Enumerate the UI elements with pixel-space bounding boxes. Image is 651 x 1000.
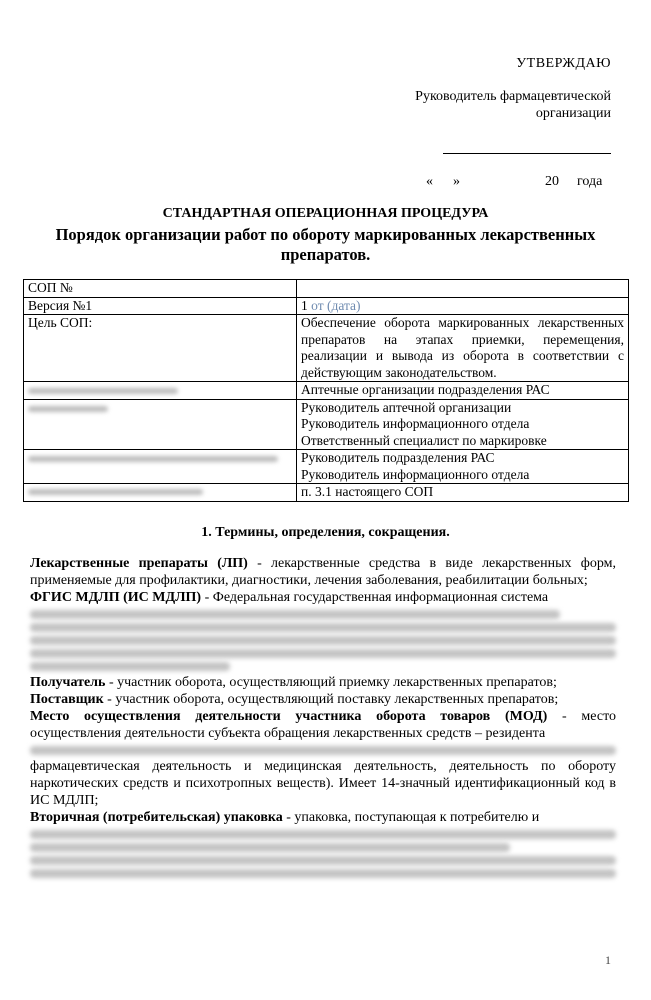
sop-last-value: п. 3.1 настоящего СОП bbox=[297, 484, 629, 502]
table-row bbox=[24, 280, 629, 298]
sop-scope-value: Аптечные организации подразделения РАС bbox=[297, 382, 629, 400]
term-text: - упаковка, поступающая к потребителю и bbox=[282, 809, 540, 825]
term-paragraph bbox=[30, 675, 616, 692]
term-text: - место осуществления деятельности субъекта обращения лекарственных средств – резидента bbox=[30, 708, 616, 741]
date-century: 20 bbox=[545, 174, 559, 189]
redacted-text bbox=[28, 406, 108, 412]
date-quote-close: » bbox=[453, 174, 460, 189]
term-paragraph bbox=[30, 556, 616, 590]
sop-number-label: СОП № bbox=[24, 280, 297, 298]
sop-familiar-values bbox=[297, 450, 629, 484]
redacted-text bbox=[28, 489, 203, 495]
table-row bbox=[24, 382, 629, 400]
table-row bbox=[24, 450, 629, 484]
redacted-line bbox=[30, 610, 560, 619]
sop-goal-value: Обеспечение оборота маркированных лекарственных препаратов на этапах приемки, перемещения, реализации и вывода из оборота в соответствии с действующим законодательством. bbox=[297, 315, 629, 382]
redacted-text bbox=[28, 456, 278, 462]
section-heading: 1. Термины, определения, сокращения. bbox=[201, 525, 450, 540]
date-year-word: года bbox=[577, 174, 603, 189]
sop-number-value bbox=[297, 280, 629, 298]
term-text: - участник оборота, осуществляющий приемку лекарственных препаратов; bbox=[105, 675, 557, 691]
redacted-line bbox=[30, 649, 616, 658]
term-paragraph: фармацевтическая деятельность и медицинская деятельность, деятельность по обороту наркотических средств и психотропных веществ). Имеет 14-значный идентификационный код в ИС МДЛП; bbox=[30, 759, 616, 808]
redacted-line bbox=[30, 746, 616, 755]
term-name: Лекарственные препараты (ЛП) bbox=[30, 556, 248, 571]
term-paragraph bbox=[30, 590, 616, 607]
version-number: 1 bbox=[301, 297, 308, 313]
approval-role-line1: Руководитель фармацевтической bbox=[415, 89, 611, 104]
date-quote-open: « bbox=[426, 174, 433, 189]
sop-info-table bbox=[23, 279, 629, 502]
sop-familiar-label bbox=[24, 450, 297, 484]
approval-date bbox=[351, 173, 611, 191]
familiar-item: Руководитель информационного отдела bbox=[301, 466, 530, 482]
terms-body bbox=[30, 556, 616, 882]
approval-role-line2: организации bbox=[535, 106, 611, 121]
term-name: Место осуществления деятельности участника оборота товаров (МОД) bbox=[30, 708, 548, 724]
approval-role bbox=[351, 88, 611, 122]
table-row bbox=[24, 484, 629, 502]
redacted-line bbox=[30, 869, 616, 878]
page-number: 1 bbox=[605, 953, 611, 967]
familiar-item: Руководитель подразделения РАС bbox=[301, 450, 495, 465]
term-paragraph bbox=[30, 692, 616, 709]
redacted-line bbox=[30, 662, 230, 671]
sop-version-value bbox=[297, 297, 629, 315]
redacted-line bbox=[30, 843, 510, 852]
resp-item: Руководитель аптечной организации bbox=[301, 399, 512, 415]
sop-resp-label bbox=[24, 399, 297, 450]
title-line1: СТАНДАРТНАЯ ОПЕРАЦИОННАЯ ПРОЦЕДУРА bbox=[162, 206, 489, 221]
table-row bbox=[24, 297, 629, 315]
redacted-line bbox=[30, 856, 616, 865]
sop-last-label bbox=[24, 484, 297, 502]
term-text: - лекарственные средства в виде лекарственных форм, применяемые для профилактики, диагностики, лечения заболевания, реабилитации больных; bbox=[30, 556, 617, 588]
table-row bbox=[24, 315, 629, 382]
redacted-line bbox=[30, 623, 616, 632]
approval-word: УТВЕРЖДАЮ bbox=[516, 56, 611, 71]
term-name: ФГИС МДЛП (ИС МДЛП) bbox=[30, 589, 202, 605]
term-paragraph bbox=[30, 810, 616, 827]
redacted-line bbox=[30, 830, 616, 839]
sop-scope-label bbox=[24, 382, 297, 400]
sop-version-label: Версия №1 bbox=[24, 297, 297, 315]
term-name: Вторичная (потребительская) упаковка bbox=[30, 809, 283, 825]
table-row bbox=[24, 399, 629, 450]
resp-item: Ответственный специалист по маркировке bbox=[301, 432, 547, 448]
term-name: Получатель bbox=[30, 675, 106, 691]
term-paragraph bbox=[30, 709, 616, 743]
redacted-line bbox=[30, 636, 616, 645]
title-line2: Порядок организации работ по обороту маркированных лекарственных препаратов. bbox=[55, 225, 596, 264]
term-text: - участник оборота, осуществляющий поставку лекарственных препаратов; bbox=[103, 691, 559, 707]
term-name: Поставщик bbox=[30, 691, 104, 707]
document-title bbox=[20, 205, 631, 265]
redacted-text bbox=[28, 388, 178, 394]
version-date: от (дата) bbox=[311, 297, 361, 313]
signature-line bbox=[443, 153, 611, 154]
resp-item: Руководитель информационного отдела bbox=[301, 416, 530, 431]
sop-resp-values bbox=[297, 399, 629, 450]
sop-goal-label: Цель СОП: bbox=[24, 315, 297, 382]
term-text: - Федеральная государственная информационная система bbox=[201, 589, 549, 605]
